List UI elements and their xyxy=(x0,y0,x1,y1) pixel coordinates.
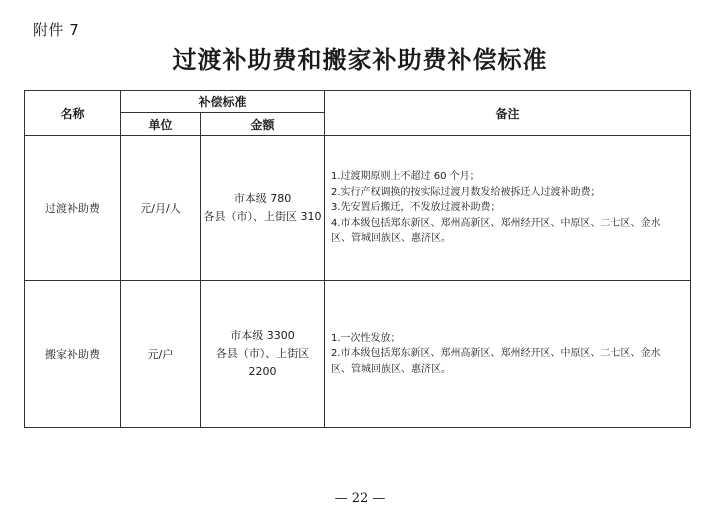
row-amount xyxy=(201,281,325,428)
header-unit: 单位 xyxy=(121,113,201,136)
table-header-row xyxy=(25,91,691,113)
row-unit: 元/月/人 xyxy=(121,136,201,281)
compensation-table xyxy=(24,90,691,428)
note-line: 2.实行产权调换的按实际过渡月数发给被拆迁人过渡补助费； xyxy=(331,186,601,198)
note-line: 4.市本级包括郑东新区、郑州高新区、郑州经开区、中原区、二七区、金水 xyxy=(331,217,661,229)
note-line: 1.过渡期原则上不超过 60 个月； xyxy=(331,171,480,183)
row-name: 搬家补助费 xyxy=(25,281,121,428)
row-amount xyxy=(201,136,325,281)
page-title: 过渡补助费和搬家补助费补偿标准 xyxy=(172,45,548,74)
table-row xyxy=(25,136,691,281)
amount-line: 市本级 3300 xyxy=(230,329,295,342)
table-row xyxy=(25,281,691,428)
note-line: 区、管城回族区、惠济区。 xyxy=(331,233,452,245)
header-notes: 备注 xyxy=(325,91,691,136)
amount-line: 各县（市）、上街区 2200 xyxy=(215,347,310,378)
row-unit: 元/户 xyxy=(121,281,201,428)
amount-line: 市本级 780 xyxy=(233,192,292,205)
amount-line: 各县（市）、上街区 310 xyxy=(203,210,322,223)
note-line: 1.一次性发放； xyxy=(331,332,401,344)
note-line: 2.市本级包括郑东新区、郑州高新区、郑州经开区、中原区、二七区、金水 xyxy=(331,348,661,360)
page-number: — 22 — xyxy=(334,491,386,506)
attachment-label: 附件 7 xyxy=(33,21,80,39)
row-notes xyxy=(325,281,691,428)
row-name: 过渡补助费 xyxy=(25,136,121,281)
note-line: 区、管城回族区、惠济区。 xyxy=(331,363,452,375)
header-standard: 补偿标准 xyxy=(121,91,325,113)
header-amount: 金额 xyxy=(201,113,325,136)
row-notes xyxy=(325,136,691,281)
note-line: 3.先安置后搬迁，不发放过渡补助费； xyxy=(331,202,501,214)
header-name: 名称 xyxy=(25,91,121,136)
